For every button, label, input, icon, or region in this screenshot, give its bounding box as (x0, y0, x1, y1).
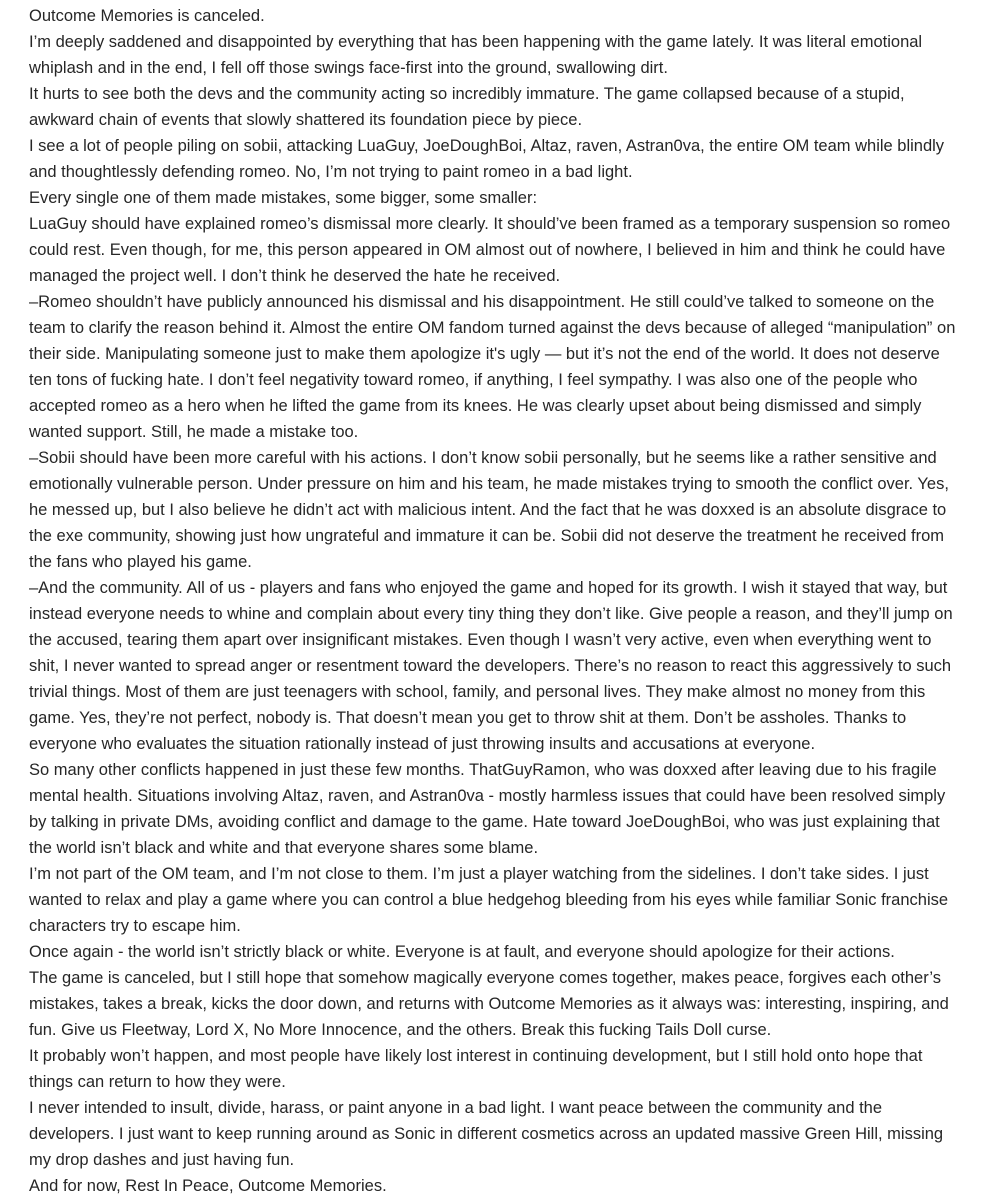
paragraph-sobii: –Sobii should have been more careful with his actions. I don’t know sobii personally, but he seems like a rather sensitive and emotionally vulnerable person. Under pressure on him and his team, he made mistakes trying to smooth the conflict over. Yes, he messed up, but I also believe he didn’t act with malicious intent. And the fact that he was doxxed is an absolute disgrace to the exe community, showing just how ungrateful and immature it can be. Sobii did not deserve the treatment he received from the fans who played his game. (29, 449, 949, 571)
paragraph-rest-in-peace: And for now, Rest In Peace, Outcome Memories. (29, 1177, 387, 1195)
paragraph-probably-wont: It probably won’t happen, and most people have likely lost interest in continuing development, but I still hold onto hope that things can return to how they were. (29, 1047, 923, 1091)
paragraph-black-or-white: Once again - the world isn’t strictly black or white. Everyone is at fault, and everyone should apologize for their actions. (29, 943, 895, 961)
paragraph-not-om-team: I’m not part of the OM team, and I’m not close to them. I’m just a player watching from the sidelines. I don’t take sides. I just wanted to relax and play a game where you can control a blue hedgehog bleeding from his eyes while familiar Sonic franchise characters try to escape him. (29, 865, 949, 935)
paragraph-saddened: I’m deeply saddened and disappointed by everything that has been happening with the game lately. It was literal emotional whiplash and in the end, I fell off those swings face-first into the ground, swallowing dirt. (29, 33, 923, 77)
paragraph-other-conflicts: So many other conflicts happened in just these few months. ThatGuyRamon, who was doxxed after leaving due to his fragile mental health. Situations involving Altaz, raven, and Astran0va - mostly harmless issues that could have been resolved simply by talking in private DMs, avoiding conflict and damage to the game. Hate toward JoeDoughBoi, who was just explaining that the world isn’t black and white and that everyone shares some blame. (29, 761, 946, 857)
paragraph-piling-on: I see a lot of people piling on sobii, attacking LuaGuy, JoeDoughBoi, Altaz, raven, Astran0va, the entire OM team while blindly and thoughtlessly defending romeo. No, I’m not trying to paint romeo in a bad light. (29, 137, 945, 181)
paragraph-headline: Outcome Memories is canceled. (29, 7, 265, 25)
paragraph-immature: It hurts to see both the devs and the community acting so incredibly immature. The game collapsed because of a stupid, awkward chain of events that slowly shattered its foundation piece by piece. (29, 85, 905, 129)
paragraph-mistakes-intro: Every single one of them made mistakes, some bigger, some smaller: (29, 189, 538, 207)
paragraph-romeo: –Romeo shouldn’t have publicly announced his dismissal and his disappointment. He still could’ve talked to someone on the team to clarify the reason behind it. Almost the entire OM fandom turned against the devs because of alleged “manipulation” on their side. Manipulating someone just to make them apologize it's ugly — but it’s not the end of the world. It does not deserve ten tons of fucking hate. I don’t feel negativity toward romeo, if anything, I feel sympathy. I was also one of the people who accepted romeo as a hero when he lifted the game from its knees. He was clearly upset about being dismissed and simply wanted support. Still, he made a mistake too. (29, 293, 956, 441)
paragraph-peace: I never intended to insult, divide, harass, or paint anyone in a bad light. I want peace between the community and the developers. I just want to keep running around as Sonic in different cosmetics across an updated massive Green Hill, missing my drop dashes and just having fun. (29, 1099, 944, 1169)
paragraph-community: –And the community. All of us - players and fans who enjoyed the game and hoped for its growth. I wish it stayed that way, but instead everyone needs to whine and complain about every tiny thing they don’t like. Give people a reason, and they’ll jump on the accused, tearing them apart over insignificant mistakes. Even though I wasn’t very active, even when everything went to shit, I never wanted to spread anger or resentment toward the developers. There’s no reason to react this aggressively to such trivial things. Most of them are just teenagers with school, family, and personal lives. They make almost no money from this game. Yes, they’re not perfect, nobody is. That doesn’t mean you get to throw shit at them. Don’t be assholes. Thanks to everyone who evaluates the situation rationally instead of just throwing insults and accusations at everyone. (29, 579, 953, 753)
paragraph-luaguy: LuaGuy should have explained romeo’s dismissal more clearly. It should’ve been framed as a temporary suspension so romeo could rest. Even though, for me, this person appeared in OM almost out of nowhere, I believed in him and think he could have managed the project well. I don’t think he deserved the hate he received. (29, 215, 951, 285)
paragraph-hope: The game is canceled, but I still hope that somehow magically everyone comes together, makes peace, forgives each other’s mistakes, takes a break, kicks the door down, and returns with Outcome Memories as it always was: interesting, inspiring, and fun. Give us Fleetway, Lord X, No More Innocence, and the others. Break this fucking Tails Doll curse. (29, 969, 949, 1039)
